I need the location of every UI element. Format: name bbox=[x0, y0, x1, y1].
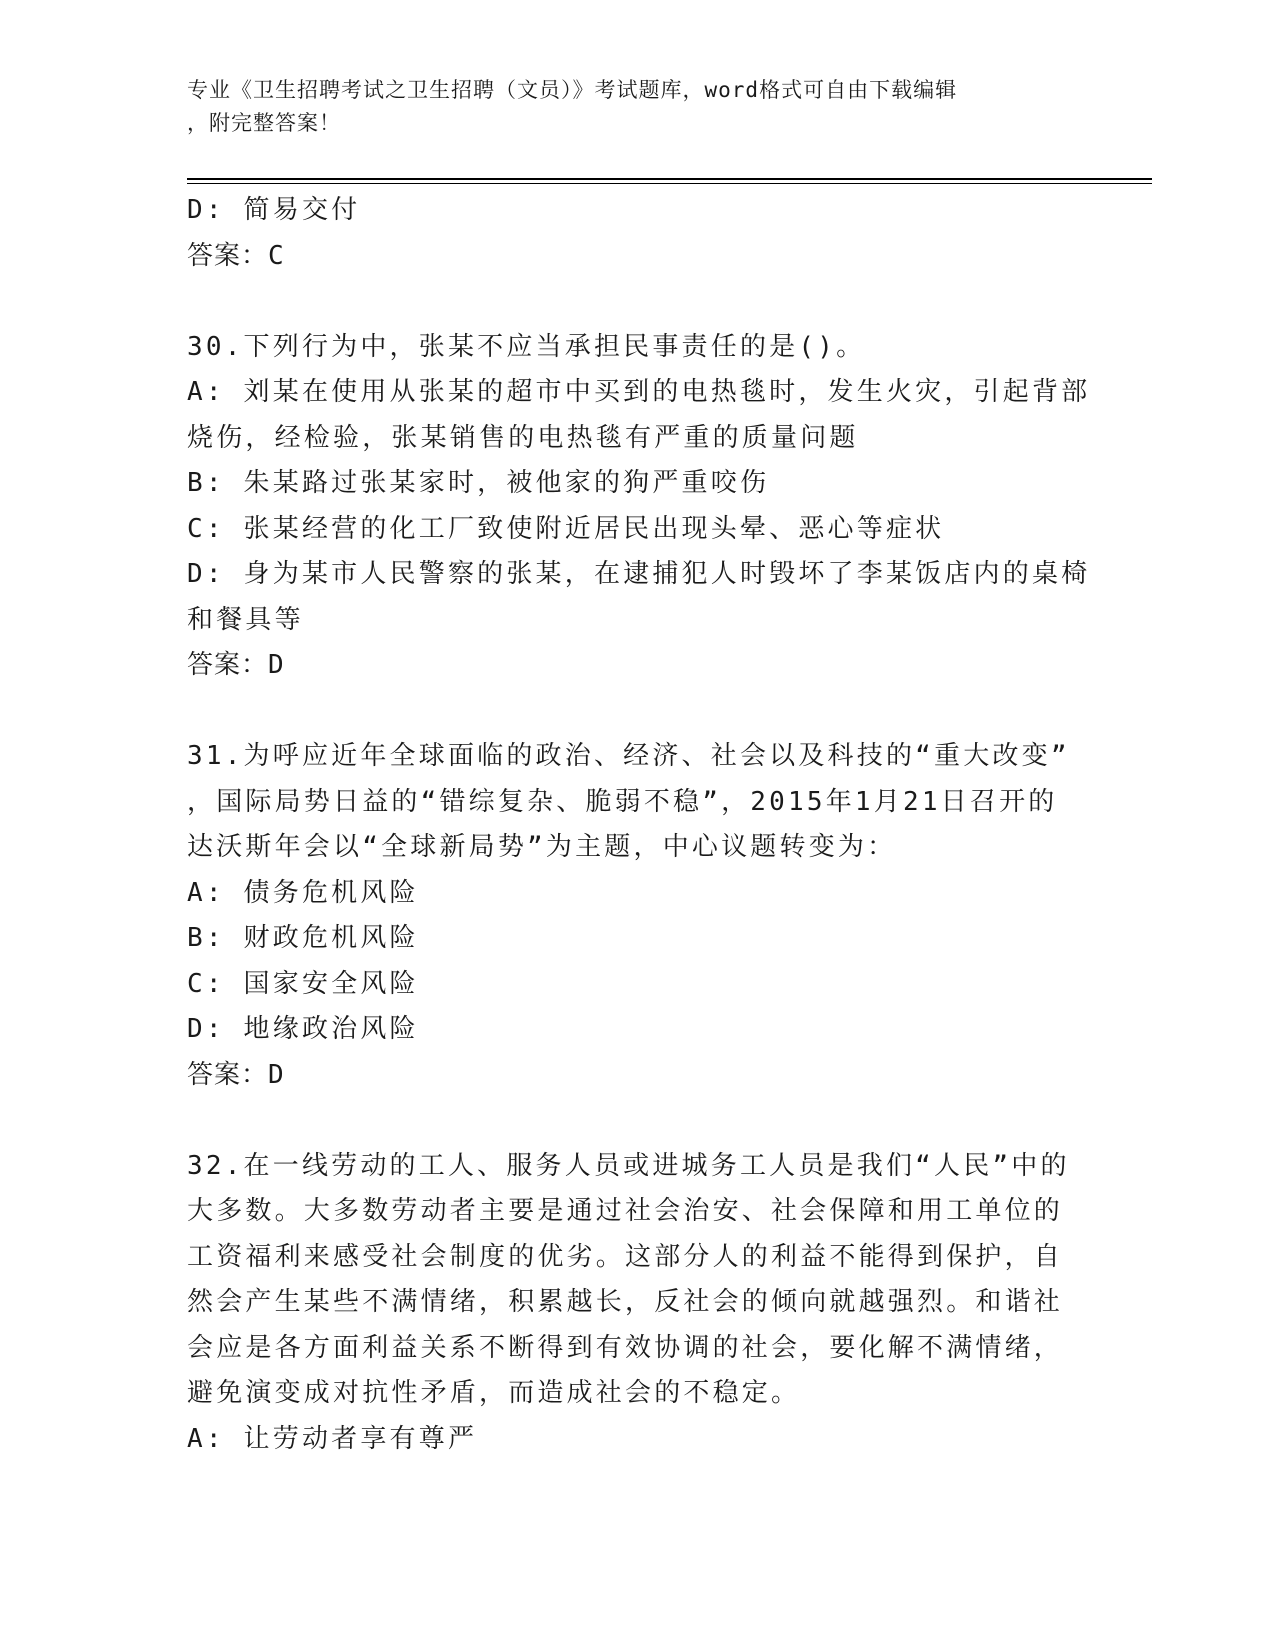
q32-option-a: A: 让劳动者享有尊严 bbox=[187, 1423, 478, 1454]
document-header bbox=[187, 74, 1067, 140]
header-line-1: 专业《卫生招聘考试之卫生招聘（文员）》考试题库，word格式可自由下载编辑 bbox=[187, 78, 958, 102]
q31-answer: 答案：D bbox=[187, 1059, 285, 1090]
q32-question-line1: 32.在一线劳动的工人、服务人员或进城务工人员是我们“人民”中的 bbox=[187, 1150, 1070, 1181]
spacer bbox=[187, 279, 1087, 325]
q32-question-line5: 会应是各方面利益关系不断得到有效协调的社会，要化解不满情绪， bbox=[187, 1332, 1064, 1363]
q30-option-c: C: 张某经营的化工厂致使附近居民出现头晕、恶心等症状 bbox=[187, 513, 945, 544]
prev-answer: 答案：C bbox=[187, 240, 285, 271]
q31-option-c: C: 国家安全风险 bbox=[187, 968, 419, 999]
header-line-2: ，附完整答案！ bbox=[187, 111, 341, 135]
q30-option-b: B: 朱某路过张某家时，被他家的狗严重咬伤 bbox=[187, 468, 770, 498]
q31-option-d: D: 地缘政治风险 bbox=[187, 1014, 419, 1044]
prev-option-d: D: 简易交付 bbox=[187, 195, 361, 225]
spacer bbox=[187, 1098, 1087, 1144]
q31-question-line1: 31.为呼应近年全球面临的政治、经济、社会以及科技的“重大改变” bbox=[187, 741, 1070, 771]
spacer bbox=[187, 689, 1087, 735]
header-divider-thick bbox=[187, 178, 1152, 180]
q30-question: 30.下列行为中，张某不应当承担民事责任的是()。 bbox=[187, 331, 866, 362]
q32-question-line4: 然会产生某些不满情绪，积累越长，反社会的倾向就越强烈。和谐社 bbox=[187, 1287, 1064, 1317]
q31-question-line2: ，国际局势日益的“错综复杂、脆弱不稳”，2015年1月21日召开的 bbox=[187, 786, 1058, 817]
q30-option-d-line1: D: 身为某市人民警察的张某，在逮捕犯人时毁坏了李某饭店内的桌椅 bbox=[187, 559, 1091, 589]
document-body bbox=[187, 188, 1091, 1462]
header-divider-thin bbox=[187, 183, 1152, 184]
q31-question-line3: 达沃斯年会以“全球新局势”为主题，中心议题转变为： bbox=[187, 832, 897, 862]
q30-answer: 答案：D bbox=[187, 650, 285, 680]
q32-question-line3: 工资福利来感受社会制度的优劣。这部分人的利益不能得到保护，自 bbox=[187, 1241, 1064, 1272]
q30-option-d-line2: 和餐具等 bbox=[187, 604, 304, 635]
q31-option-a: A: 债务危机风险 bbox=[187, 877, 419, 908]
q31-option-b: B: 财政危机风险 bbox=[187, 923, 419, 953]
q32-question-line6: 避免演变成对抗性矛盾，而造成社会的不稳定。 bbox=[187, 1378, 801, 1408]
q32-question-line2: 大多数。大多数劳动者主要是通过社会治安、社会保障和用工单位的 bbox=[187, 1196, 1064, 1226]
q30-option-a-line2: 烧伤，经检验，张某销售的电热毯有严重的质量问题 bbox=[187, 422, 859, 453]
q30-option-a-line1: A: 刘某在使用从张某的超市中买到的电热毯时，发生火灾，引起背部 bbox=[187, 377, 1091, 407]
